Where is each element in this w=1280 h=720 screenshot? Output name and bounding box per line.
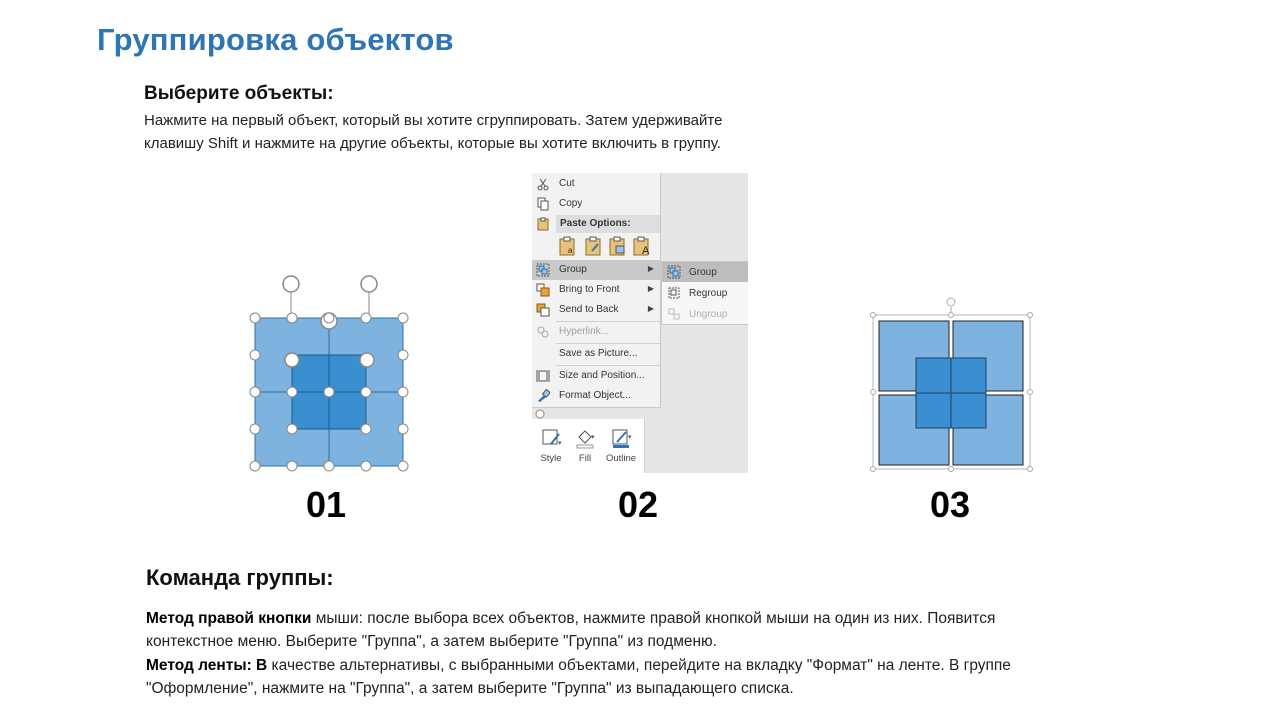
clipboard-icon [536,217,550,231]
multi-selected-squares-illustration [243,268,413,478]
hyperlink-icon [536,325,550,339]
menu-item-save-as-picture[interactable] [532,344,660,364]
menu-item-label: Group [559,264,587,275]
group-icon [667,265,681,279]
size-position-icon [536,369,550,383]
ribbon-method-line-1 [146,654,1146,677]
ribbon-label: Fill [578,453,592,464]
copy-icon [536,197,550,211]
figure-02-context-menu-screenshot [532,173,748,473]
figure-label-03: 03 [929,484,971,525]
paste-text-only-icon [634,237,650,257]
menu-item-copy[interactable] [532,194,660,214]
menu-item-label: Cut [559,178,575,189]
shape-style-icon [541,427,563,449]
submenu-arrow-icon: ▶ [647,284,654,293]
ribbon-shape-styles [532,419,645,473]
menu-item-label: Size and Position... [559,370,645,381]
paste-options-header [556,215,660,233]
submenu-item-regroup[interactable] [662,283,748,303]
context-menu [532,173,661,408]
figure-01-multi-selection [243,268,413,478]
menu-item-label: Bring to Front [559,284,620,295]
right-click-method-text [146,607,1146,653]
send-back-icon [536,303,550,317]
paste-picture-icon [610,237,624,255]
select-objects-text [144,109,844,155]
menu-item-label: Format Object... [559,390,631,401]
paste-options-label: Paste Options: [560,218,631,229]
menu-item-bring-to-front[interactable] [532,280,660,300]
ribbon-style-button[interactable] [534,419,568,469]
right-click-method-title: Метод правой кнопки [146,610,312,627]
menu-item-group[interactable] [532,260,660,280]
paste-keep-format-icon [560,237,574,255]
group-command-heading: Команда группы: [146,565,334,590]
ribbon-method-text [146,654,1146,700]
outline-pen-icon [611,427,633,449]
menu-item-size-and-position[interactable] [532,366,660,386]
ribbon-label: Style [540,453,562,464]
ungroup-icon [667,307,681,321]
grouped-squares-illustration [868,292,1038,476]
submenu-item-label: Ungroup [689,309,728,320]
svg-text:A: A [642,245,650,257]
select-objects-heading: Выберите объекты: [144,83,334,104]
ribbon-method-desc: качестве альтернативы, с выбранными объектами, перейдите на вкладку "Формат" на ленте. В группе [267,657,1011,674]
submenu-arrow-icon: ▶ [647,264,654,273]
bring-front-icon [536,283,550,297]
submenu-item-label: Group [689,267,717,278]
select-text-line-2: клавишу Shift и нажмите на другие объекты, которые вы хотите включить в группу. [144,135,721,152]
menu-item-hyperlink[interactable] [532,322,660,342]
regroup-icon [667,286,681,300]
right-click-method-line-2: контекстное меню. Выберите "Группа", а затем выберите "Группа" из подменю. [146,633,717,650]
figure-03-grouped-object [868,292,1038,476]
submenu-item-group[interactable] [662,262,748,282]
figure-label-02: 02 [617,484,659,525]
select-text-line-1: Нажмите на первый объект, который вы хотите сгруппировать. Затем удерживайте [144,112,723,129]
menu-item-label: Send to Back [559,304,619,315]
menu-item-label: Hyperlink... [559,326,610,337]
menu-item-cut[interactable] [532,174,660,194]
right-click-method-desc: мыши: после выбора всех объектов, нажмите правой кнопкой мыши на один из них. Появится [311,610,996,627]
menu-item-label: Copy [559,198,583,209]
group-submenu [661,261,748,325]
right-click-method-line-1 [146,607,1146,630]
ribbon-method-line-2: "Оформление", нажмите на "Группа", а затем выберите "Группа" из выпадающего списка. [146,680,794,697]
ribbon-fill-button[interactable] [568,419,602,469]
figure-label-01: 01 [305,484,347,525]
paste-merge-format-icon [586,237,600,255]
fill-bucket-icon [575,427,597,449]
format-brush-icon [536,389,550,403]
group-icon [536,263,550,277]
svg-text:▾: ▾ [628,434,632,441]
ribbon-label: Outline [605,453,637,464]
menu-item-format-object[interactable] [532,386,660,406]
paste-option-buttons [558,235,658,257]
ribbon-outline-button[interactable] [604,419,638,469]
ribbon-method-title: Метод ленты: В [146,657,268,674]
submenu-arrow-icon: ▶ [647,304,654,313]
submenu-item-ungroup[interactable] [662,304,748,324]
paste-options-icon-slot [532,214,556,234]
menu-item-send-to-back[interactable] [532,300,660,320]
scissors-icon [536,177,550,191]
submenu-item-label: Regroup [689,288,728,299]
svg-text:a: a [568,246,573,255]
svg-text:▾: ▾ [591,434,595,441]
svg-text:▾: ▾ [558,440,562,447]
page-title: Группировка объектов [97,22,454,57]
menu-item-label: Save as Picture... [559,348,638,359]
